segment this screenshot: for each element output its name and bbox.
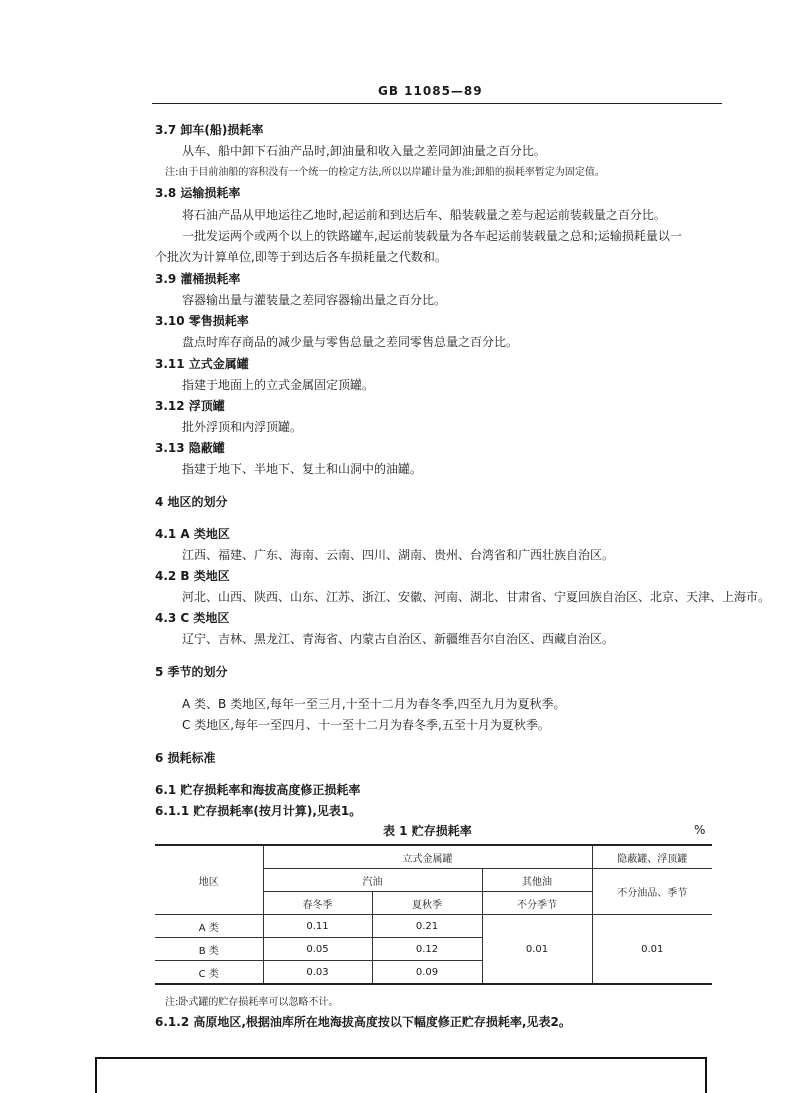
header-rule — [152, 103, 722, 104]
section-5-heading: 5 季节的划分 — [155, 665, 228, 679]
clause-3-13-text: 指建于地下、半地下、复土和山洞中的油罐。 — [182, 462, 423, 476]
bottom-frame — [95, 1057, 707, 1093]
clause-3-7-note: 注:由于目前油船的容积没有一个统一的检定方法,所以以岸罐计量为准;卸船的损耗率暂定为固定值。 — [165, 167, 605, 178]
clause-3-11-heading: 3.11 立式金属罐 — [155, 357, 249, 371]
clause-3-11-text: 指建于地面上的立式金属固定顶罐。 — [182, 378, 375, 392]
header-other-oil: 其他油 — [482, 869, 592, 892]
table-1-title: 表 1 贮存损耗率 — [383, 824, 472, 838]
clause-4-1-text: 江西、福建、广东、海南、云南、四川、湖南、贵州、台湾省和广西壮族自治区。 — [182, 548, 615, 562]
header-no-split: 不分油品、季节 — [592, 869, 712, 915]
clause-5-text-2: C 类地区,每年一至四月、十一至十二月为春冬季,五至十月为夏秋季。 — [182, 718, 550, 732]
clause-4-1-heading: 4.1 A 类地区 — [155, 527, 230, 541]
storage-loss-table — [155, 844, 712, 985]
clause-4-3-text: 辽宁、吉林、黑龙江、青海省、内蒙古自治区、新疆维吾尔自治区、西藏自治区。 — [182, 632, 615, 646]
clause-6-1-1-heading: 6.1.1 贮存损耗率(按月计算),见表1。 — [155, 804, 362, 818]
clause-3-12-text: 批外浮顶和内浮顶罐。 — [182, 420, 303, 434]
clause-3-13-heading: 3.13 隐蔽罐 — [155, 441, 225, 455]
clause-3-9-text: 容器输出量与灌装量之差同容器输出量之百分比。 — [182, 293, 447, 307]
header-vertical-tank: 立式金属罐 — [263, 845, 592, 869]
table-1-unit: % — [694, 823, 706, 837]
clause-3-7-text: 从车、船中卸下石油产品时,卸油量和收入量之差同卸油量之百分比。 — [182, 144, 546, 158]
clause-3-10-text: 盘点时库存商品的减少量与零售总量之差同零售总量之百分比。 — [182, 335, 519, 349]
table-row — [155, 915, 712, 938]
table-1-note: 注:卧式罐的贮存损耗率可以忽略不计。 — [165, 997, 339, 1008]
section-6-heading: 6 损耗标准 — [155, 751, 216, 765]
clause-3-7-heading: 3.7 卸车(船)损耗率 — [155, 123, 264, 137]
clause-3-12-heading: 3.12 浮顶罐 — [155, 399, 225, 413]
row-spring-value: 0.05 — [263, 938, 372, 961]
header-hidden-tank: 隐蔽罐、浮顶罐 — [592, 845, 712, 869]
standard-code: GB 11085—89 — [378, 84, 483, 98]
row-summer-value: 0.09 — [372, 961, 482, 985]
header-spring-winter: 春冬季 — [263, 892, 372, 915]
row-region: B 类 — [155, 938, 263, 961]
clause-3-8-heading: 3.8 运输损耗率 — [155, 186, 241, 200]
clause-4-3-heading: 4.3 C 类地区 — [155, 611, 230, 625]
row-summer-value: 0.12 — [372, 938, 482, 961]
clause-3-8-text-3: 个批次为计算单位,即等于到达后各车损耗量之代数和。 — [155, 250, 447, 264]
clause-3-8-text-2: 一批发运两个或两个以上的铁路罐车,起运前装载量为各车起运前装载量之总和;运输损耗量以一 — [182, 229, 682, 243]
row-region: C 类 — [155, 961, 263, 985]
clause-4-2-heading: 4.2 B 类地区 — [155, 569, 230, 583]
hidden-tank-value: 0.01 — [592, 915, 712, 985]
header-summer-autumn: 夏秋季 — [372, 892, 482, 915]
row-spring-value: 0.11 — [263, 915, 372, 938]
clause-3-9-heading: 3.9 灌桶损耗率 — [155, 272, 241, 286]
clause-3-10-heading: 3.10 零售损耗率 — [155, 314, 249, 328]
section-4-heading: 4 地区的划分 — [155, 495, 228, 509]
row-spring-value: 0.03 — [263, 961, 372, 985]
clause-5-text-1: A 类、B 类地区,每年一至三月,十至十二月为春冬季,四至九月为夏秋季。 — [182, 697, 566, 711]
header-no-season: 不分季节 — [482, 892, 592, 915]
row-summer-value: 0.21 — [372, 915, 482, 938]
clause-4-2-text: 河北、山西、陕西、山东、江苏、浙江、安徽、河南、湖北、甘肃省、宁夏回族自治区、北京、天津、上海市。 — [182, 590, 771, 604]
other-oil-value: 0.01 — [482, 915, 592, 985]
header-region: 地区 — [155, 845, 263, 915]
row-region: A 类 — [155, 915, 263, 938]
clause-6-1-heading: 6.1 贮存损耗率和海拔高度修正损耗率 — [155, 783, 361, 797]
clause-6-1-2-text: 6.1.2 高原地区,根据油库所在地海拔高度按以下幅度修正贮存损耗率,见表2。 — [155, 1015, 571, 1029]
clause-3-8-text: 将石油产品从甲地运往乙地时,起运前和到达后车、船装载量之差与起运前装载量之百分比。 — [182, 208, 666, 222]
header-gasoline: 汽油 — [263, 869, 482, 892]
